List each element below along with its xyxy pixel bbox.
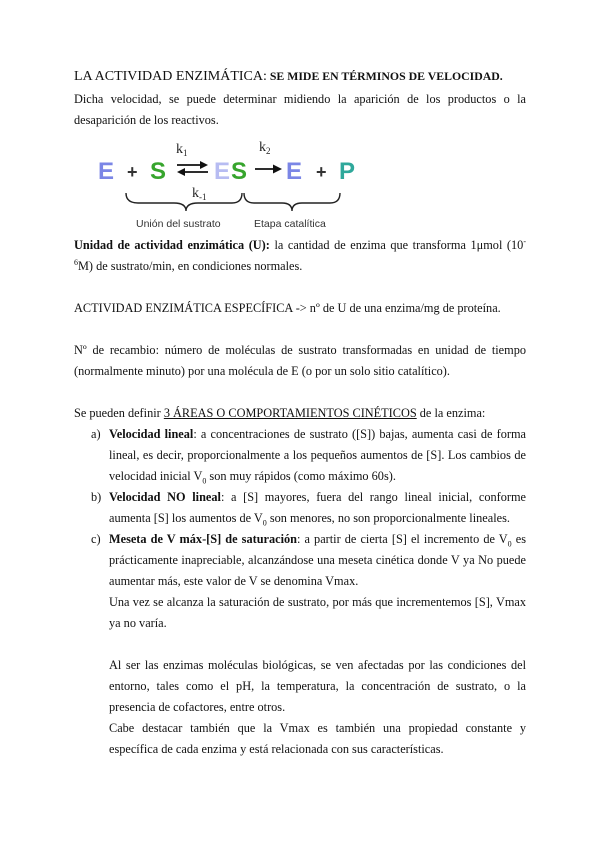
unidad-text-1: la cantidad de enzima que transforma 1μmol (10 [269, 238, 524, 252]
complex-es-e: E [214, 158, 231, 185]
k1-label: $k_1$ [176, 142, 188, 158]
item-text: : a [S] mayores, fuera del rango lineal inicial, conforme aumenta [S] los aumentos de V [109, 490, 526, 525]
item-text: es prácticamente inapreciable, alcanzándose una meseta cinética donde V ya No puede aumentar más, este valor de V se denomina Vmax. [109, 532, 527, 588]
brace-catalysis [244, 193, 340, 211]
intro-paragraph: Dicha velocidad, se puede determinar midiendo la aparición de los productos o la desaparición de los reactivos. [74, 92, 526, 127]
areas-intro-after: de la enzima: [416, 406, 486, 420]
unidad-sup: -6 [74, 236, 526, 267]
list-item [74, 529, 526, 592]
enzyme-e-2: E [286, 158, 303, 185]
page-title [74, 66, 526, 87]
list-item [74, 487, 526, 529]
reaction-diagram [74, 135, 526, 235]
especifica-text: -> nº de U de una enzima/mg de proteína. [292, 301, 501, 315]
item-sub: 0 [262, 518, 267, 528]
list-marker: b) [91, 490, 102, 504]
recambio-paragraph: Nº de recambio: número de moléculas de sustrato transformadas en unidad de tiempo (normalmente minuto) por una molécula de E (o por un solo sitio catalítico). [74, 343, 526, 378]
plus-sign-1: + [127, 162, 138, 182]
item-text: son muy rápidos (como máximo 60s). [206, 469, 396, 483]
item-text: : a partir de cierta [S] el incremento de V [297, 532, 508, 546]
brace-catalysis-label: Etapa catalítica [254, 218, 326, 230]
areas-intro-text: Se pueden definir [74, 406, 164, 420]
enzyme-e-1: E [98, 158, 115, 185]
closing-paragraph-2: Cabe destacar también que la Vmax es también una propiedad constante y específica de cada enzima y está relacionada con sus características. [109, 721, 526, 756]
unidad-paragraph [74, 235, 526, 277]
product-p: P [339, 158, 356, 185]
title-main: LA ACTIVIDAD ENZIMÁTICA: [74, 69, 267, 84]
document-page [74, 66, 526, 760]
brace-binding [126, 193, 242, 211]
reaction-scheme-svg [74, 135, 526, 235]
item-text: son menores, no son proporcionalmente lineales. [266, 511, 510, 525]
item-label: Velocidad NO lineal [109, 490, 221, 504]
item-text: : a concentraciones de sustrato ([S]) bajas, aumenta casi de forma lineal, es decir, proporcionalmente a los pequeños aumentos de [S]. Los cambios de velocidad inicial V [109, 427, 527, 483]
complex-es-s: S [231, 158, 248, 185]
kinetic-areas-list [74, 424, 526, 592]
k-minus1-label: $k_{-1}$ [192, 186, 207, 202]
item-c-extra: Una vez se alcanza la saturación de sustrato, por más que incrementemos [S], Vmax ya no varía. [109, 595, 526, 630]
item-label: Velocidad lineal [109, 427, 194, 441]
substrate-s: S [150, 158, 167, 185]
especifica-label: ACTIVIDAD ENZIMÁTICA ESPECÍFICA [74, 301, 293, 315]
list-item [74, 424, 526, 487]
catalysis-arrow [255, 165, 282, 174]
especifica-paragraph [74, 298, 526, 319]
item-label: Meseta de V máx-[S] de saturación [109, 532, 298, 546]
equilibrium-arrows [177, 161, 208, 176]
list-marker: c) [91, 532, 101, 546]
brace-binding-label: Unión del sustrato [136, 218, 221, 230]
closing-paragraph-1: Al ser las enzimas moléculas biológicas, se ven afectadas por las condiciones del entorno, tales como el pH, la temperatura, la concentración de sustrato, o la presencia de cofactores, entre otros. [109, 658, 526, 714]
item-sub: 0 [202, 476, 207, 486]
plus-sign-2: + [316, 162, 327, 182]
k2-label: $k_2$ [259, 140, 271, 156]
unidad-text-2: M) de sustrato/min, en condiciones normales. [78, 259, 303, 273]
title-sub: SE MIDE EN TÉRMINOS DE VELOCIDAD. [266, 69, 503, 83]
areas-intro-underlined: 3 ÁREAS O COMPORTAMIENTOS CINÉTICOS [163, 406, 417, 420]
areas-intro [74, 403, 526, 424]
unidad-label: Unidad de actividad enzimática (U): [74, 238, 270, 252]
item-sub: 0 [507, 539, 512, 549]
list-marker: a) [91, 427, 101, 441]
